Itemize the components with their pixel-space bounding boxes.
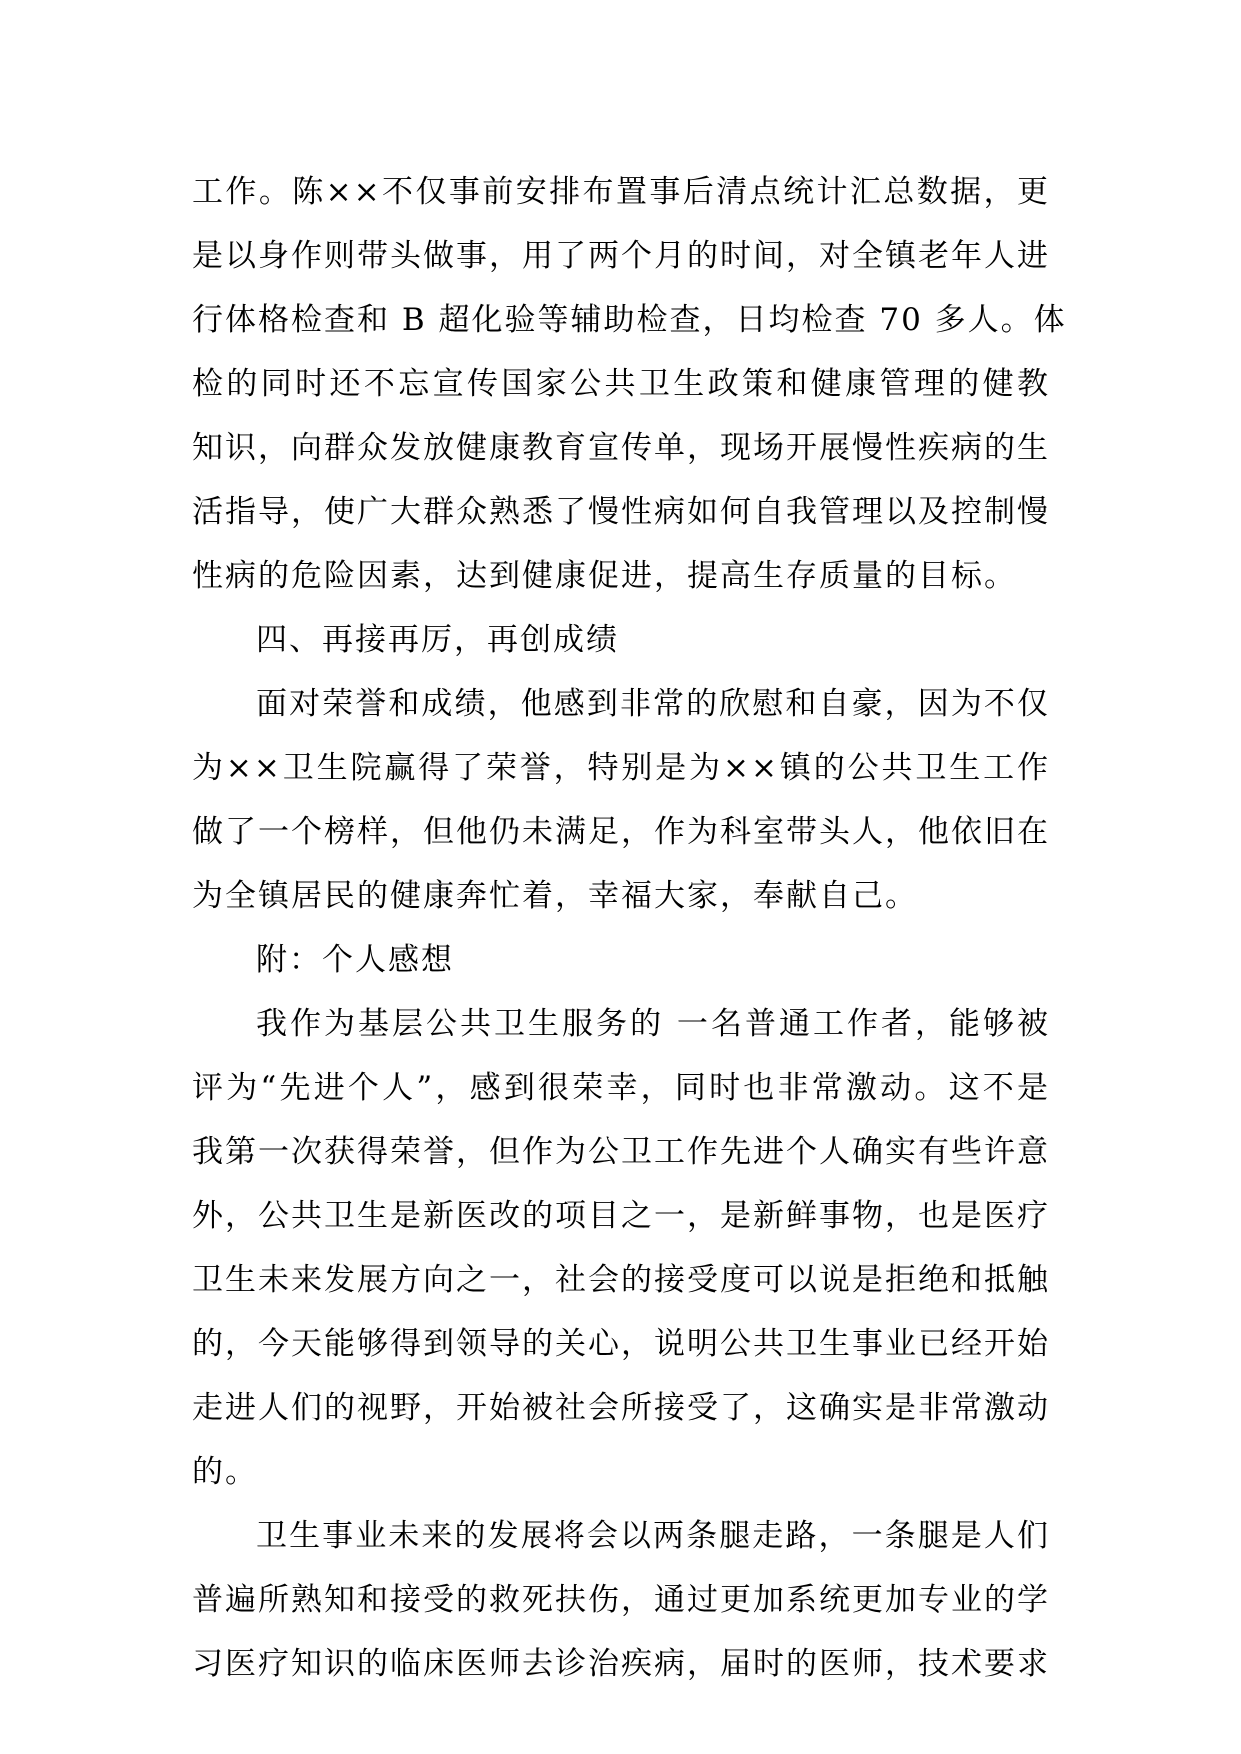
text-line: 知识，向群众发放健康教育宣传单，现场开展慢性疾病的生 — [192, 430, 1050, 466]
text-line: 性病的危险因素，达到健康促进，提高生存质量的目标。 — [192, 558, 1017, 594]
text-line: 的。 — [192, 1454, 258, 1490]
text-line: 活指导，使广大群众熟悉了慢性病如何自我管理以及控制慢 — [192, 494, 1050, 530]
text-line: 评为“先进个人”，感到很荣幸，同时也非常激动。这不是 — [192, 1070, 1050, 1106]
text-line: 卫生事业未来的发展将会以两条腿走路，一条腿是人们 — [256, 1518, 1050, 1554]
text-line: 为全镇居民的健康奔忙着，幸福大家，奉献自己。 — [192, 878, 918, 914]
section-heading: 附：个人感想 — [256, 942, 454, 978]
text-line: 卫生未来发展方向之一，社会的接受度可以说是拒绝和抵触 — [192, 1262, 1050, 1298]
text-line: 面对荣誉和成绩，他感到非常的欣慰和自豪，因为不仅 — [256, 686, 1050, 722]
document-body — [192, 160, 1067, 1696]
text-line: 我第一次获得荣誉，但作为公卫工作先进个人确实有些许意 — [192, 1134, 1050, 1170]
text-line: 检的同时还不忘宣传国家公共卫生政策和健康管理的健教 — [192, 366, 1050, 402]
text-line: 做了一个榜样，但他仍未满足，作为科室带头人，他依旧在 — [192, 814, 1050, 850]
text-line: 普遍所熟知和接受的救死扶伤，通过更加系统更加专业的学 — [192, 1582, 1050, 1618]
text-line: 为××卫生院赢得了荣誉，特别是为××镇的公共卫生工作 — [192, 750, 1050, 786]
text-line: 走进人们的视野，开始被社会所接受了，这确实是非常激动 — [192, 1390, 1050, 1426]
text-line: 习医疗知识的临床医师去诊治疾病，届时的医师，技术要求 — [192, 1646, 1050, 1682]
text-line: 工作。陈××不仅事前安排布置事后清点统计汇总数据，更 — [192, 174, 1050, 210]
text-line: 行体格检查和 B 超化验等辅助检查，日均检查 70 多人。体 — [192, 302, 1067, 338]
text-line: 的，今天能够得到领导的关心，说明公共卫生事业已经开始 — [192, 1326, 1050, 1362]
section-heading: 四、再接再厉，再创成绩 — [256, 622, 619, 658]
text-line: 是以身作则带头做事，用了两个月的时间，对全镇老年人进 — [192, 238, 1050, 274]
text-line: 我作为基层公共卫生服务的 一名普通工作者，能够被 — [256, 1006, 1050, 1042]
text-line: 外，公共卫生是新医改的项目之一，是新鲜事物，也是医疗 — [192, 1198, 1050, 1234]
